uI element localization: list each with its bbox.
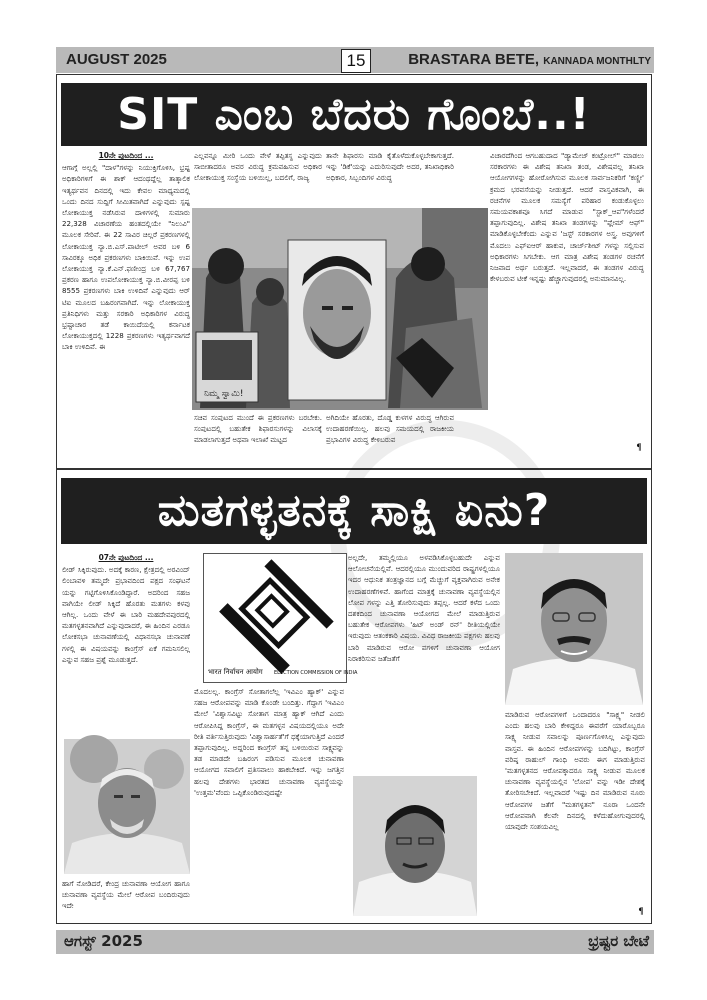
politician-photo-2 <box>505 553 643 705</box>
politician-photo-3 <box>353 776 477 916</box>
politician-photo-1 <box>64 739 190 874</box>
story2-headline: ಮತಗಳ್ಳತನಕ್ಕೆ ಸಾಕ್ಷಿ ಏನು? <box>61 478 647 544</box>
eci-hindi-text: भारत निर्वाचन आयोग <box>208 668 263 676</box>
story1-column-2-bottom: ಸಚಿವ ಸಂಪುಟದ ಮುಂದೆ ಈ ಪ್ರಕರಣಗಳು ಬರಬೇಕು. ಸಂಪುಟದಲ್ಲಿ ಬಹುತೇಕ ಶಿಫಾರಸುಗಳನ್ನು ವಿಲಾಸಕ್ಕೆ ಮಾಡಲಾಗುತ್ತದೆ ಅಥವಾ ಇಲಾಖೆ ಮಟ್ಟದ <box>194 413 322 445</box>
story1-column-3-top: ತಾನೇ ಶಿಫಾರಸು ಮಾಡಿ ಕೈತೊಳೆದುಕೊಳ್ಳಬೇಕಾಗುತ್ತದೆ. ಇನ್ನು 'ಡಿಕೆ'ಯನ್ನು ಎದುರಿಸುವುದೇ ಅದರ, ತನಿಖಾಧಿಕಾರಿ ಅಧಿಕಾರ, ಸಿಬ್ಬಂದಿಗಳ ವಿರುದ್ಧ <box>326 151 454 183</box>
page-number: 15 <box>341 49 371 73</box>
story2-column-3: ಅಲ್ಲದೇ, ತಮ್ಮಲ್ಲಿಯೂ ಅಳವಡಿಸಿಕೊಳ್ಳಬಹುದೇ ಎನ್ನುವ ಆಲೋಚನೆಯಲ್ಲಿವೆ. ಆದರಲ್ಲಿಯೂ ಮುಂದುವರಿದ ರಾಷ್ಟ್ರಗಳಲ್ಲಿಯೂ ಇದರ ಆಧುನಿಕ ತಂತ್ರಜ್ಞಾನದ ಬಗ್ಗೆ ಮೆಚ್ಚುಗೆ ವ್ಯಕ್ತವಾಗಿರುವ ಅನೇಕ ಉದಾಹರಣೆಗಳಿವೆ. ಹಾಗೆಂದ ಮಾತ್ರಕ್ಕೆ ಚುನಾವಣಾ ವ್ಯವಸ್ಥೆಯಲ್ಲಿನ ಲೋಪ ಗಳನ್ನು ಎತ್ತಿ ತೋರಿಸುವುದು ತಪ್ಪಲ್ಲ. ಆದರೆ ಕಳೆದ ಒಂದು ದಶಕದಿಂದ ಚುನಾವಣಾ ಆಯೋಗದ ಮೇಲೆ ಮಾಡುತ್ತಿರುವ ಬಹುತೇಕ ಆರೋಪಗಳು 'ಹಿಟ್ ಅಂಡ್ ರನ್' ರೀತಿಯಲ್ಲಿಯೇ ಇರುವುದು ಆತಂಕಕಾರಿ ವಿಷಯ. ವಿವಿಧ ರಾಜಕೀಯ ಪಕ್ಷಗಳು ಹಲವು ಬಾರಿ ಮಾಡಿರುವ ಆರೋ ಪಗಳಿಗೆ ಚುನಾವಣಾ ಆಯೋಗ ನಿರಾಕರಿಸುವ ಜತೆಜತೆಗೆ <box>348 553 500 663</box>
end-of-story-mark: ¶ <box>636 443 642 453</box>
continued-from-label: 10ನೇ ಪುಟದಿಂದ ... <box>98 151 154 160</box>
story1-headline: SIT ಎಂಬ ಬೆದರು ಗೊಂಬೆ..! <box>61 83 647 146</box>
eci-logo <box>203 553 358 683</box>
story2-column-1-bottom: ಹಾಗೆ ನೋಡಿದರೆ, ಕೇಂದ್ರ ಚುನಾವಣಾ ಆಯೋಗ ಹಾಗೂ ಚುನಾವಣಾ ವ್ಯವಸ್ಥೆಯ ಮೇಲೆ ಆರೋಪ ಬಂದಿರುವುದು ಇದೇ <box>62 879 190 911</box>
eci-english-text: ELECTION COMMISSION OF INDIA <box>274 670 358 676</box>
story2-column-4: ಮಾಡಿರುವ ಆರೋಪಗಳಿಗೆ ಒಂದಾದರೂ "ಸಾಕ್ಷ್ಯ" ನೀಡಲಿ ಎಂದು ಹಲವು ಬಾರಿ ಕೇಳಿದ್ದರೂ ಈವರೆಗೆ ಯಾರೊಬ್ಬರೂ ಸಾಕ್ಷ್ಯ ನೀಡುವ ಸವಾಲನ್ನು ಪೂರ್ಣಗೊಳಿಸಿಲ್ಲ ಎನ್ನುವುದು ವಾಸ್ತವ. ಈ ಹಿಂದಿನ ಆರೋಪಗಳನ್ನು ಬದಿಗಿಟ್ಟು, ಕಾಂಗ್ರೆಸ್ ವರಿಷ್ಠ ರಾಹುಲ್ ಗಾಂಧಿ ಅವರು ಈಗ ಮಾಡುತ್ತಿರುವ 'ಮತಗಳ್ಳತನದ ಆರೋಪಕ್ಕಾದರೂ ಸಾಕ್ಷ್ಯ ನೀಡುವ ಮೂಲಕ ಚುನಾವಣಾ ವ್ಯವಸ್ಥೆಯಲ್ಲಿನ 'ಲೋಪ' ವನ್ನು ಇಡೀ ದೇಶಕ್ಕೆ ತೋರಿಸಬೇಕಿದೆ. ಇಲ್ಲವಾದರೆ 'ಇಷ್ಟು ದಿನ ಮಾಡಿರುವ ನೂರು ಆರೋಪಗಳ ಜತೆಗೆ "ಮತಗಳ್ಳತನ" ನೂರಾ ಒಂದನೇ ಆರೋಪವಾಗಿ ಕೆಲವೇ ದಿನದಲ್ಲಿ ಕಳೆದುಹೋಗುವುದರಲ್ಲಿ ಯಾವುದೇ ಸಂಶಯವಿಲ್ಲ <box>505 710 645 832</box>
placard-text: ನಿಮ್ಮ ಸ್ವಾಮಿ! <box>204 389 244 399</box>
footer-publication: ಭ್ರಷ್ಟರ ಬೇಟೆ <box>588 932 649 950</box>
continued-from-label: 07ನೇ ಪುಟದಿಂದ ... <box>98 553 154 562</box>
story1-column-4: ವಿಚಾರದೆಗಿಂದ ಆಗಬಹುದಾದ "ಡ್ಯಾಮೇಜ್ ಕಂಟ್ರೋಲ್" ಮಾಡಲು ಸರಕಾರಗಳು ಈ ವಿಶೇಷ ತನಿಖಾ ತಂಡ, ವಿಶೇಷವಲ್ಲ ತನಿಖಾ ಆಯೋಗಗಳನ್ನು ಹೋರೋಗಿಸುವ ಮೂಲಕ ಸಾರ್ವಜನಿಕರಿಗೆ 'ಕಣ್ಣೀ' ಕ್ರಮದ ಭರವಸೆಯನ್ನು ನೀಡುತ್ತದೆ. ಆದರೆ ವಾಸ್ತವಿಕವಾಗಿ, ಈ ರಚನೆಗಳ ಮೂಲಕ ಸಮಸ್ಯೆಗೆ ಪರಿಹಾರ ಕಂಡುಕೊಳ್ಳಲು ಸಮಯವಕಾಶವೂ ಸಿಗದೆ ಮಾಡುವ "ಸ್ಟಾಕ್_ಆಪ"ಗಳೆಂದರೆ ತಪ್ಪಾಗುವುದಿಲ್ಲ. ವಿಶೇಷ ತನಿಖಾ ತಂಡಗಳನ್ನು "ಫ್ಲೇಮ್ ಆಫ್" ಮಾಡಿಕೊಳ್ಳಬೇಕೆಂದು ಎನ್ನುವ 'ಜಸ್ಟ್ ಸರಕಾರಗಳ ಅಸ್ತ್ರ. ಅವುಗಳಿಗೆ ಮೊದಲು ಎಫ್ಐಆರ್ ಹಾಕುವ, ಚಾರ್ಜ್‌ಶೀಟ್ ಗಳನ್ನು ಸಲ್ಲಿಸುವ ಅಧಿಕಾರಗಳು ಸಿಗಬೇಕು. ಆಗ ಮಾತ್ರ ವಿಶೇಷ ತಂಡಗಳ ರಚನೆಗೆ ನಿಜವಾದ ಅರ್ಥ ಬರುತ್ತದೆ. ಇಲ್ಲವಾದರೆ, ಈ ತಂಡಗಳ ವಿರುದ್ಧ ಕೇಳಬರುವ ಟೀಕೆ ಇನ್ನಷ್ಟು ಹೆಚ್ಚಾಗುವುದರಲ್ಲಿ ಅನುಮಾನವಿಲ್ಲ. <box>490 151 644 284</box>
publication-name: BRASTARA BETE, KANNADA MONTHLTY <box>408 51 651 68</box>
story1-column-3-bottom: ಅಗಿದಿಯೇ ಹೊರತು, ದೊಡ್ಡ ಕುಳಗಳ ವಿರುದ್ಧ ಆಗಿರುವ ಉದಾಹರಣೆಯಿಲ್ಲ. ಹಲವು ಸಮಯದಲ್ಲಿ ರಾಜಕೀಯ ಪ್ರಭಾವಿಗಳ ವಿರುದ್ಧ ಕೇಳಿಬರುವ <box>326 413 454 445</box>
footer-date: ಆಗಸ್ಟ್ 2025 <box>64 932 143 950</box>
story2-column-2: ಮೊದಲಲ್ಲ. ಕಾಂಗ್ರೆಸ್ ಸೋತಾಗಲೆಲ್ಲ 'ಇವಿಎಂ ಹ್ಯಾಕ್' ಎನ್ನುವ ಸಹಜ ಆರೋಪವನ್ನು ಮಾಡಿ ಕೊಂಡೇ ಬಂದಿತ್ತು. ಗೆದ್ದಾಗ 'ಇವಿಎಂ ಮೇಲೆ 'ವಿಶ್ವಾಸವಿಟ್ಟು ಸೋತಾಗ ಮಾತ್ರ ಹ್ಯಾಕ್ ಆಗಿದೆ ಎಂದು ಆರೋಪಿಸಿದ್ದ ಕಾಂಗ್ರೆಸ್, ಈ ಮತಗಳ್ಳನ ವಿಷಯದಲ್ಲಿಯೂ ಅದೇ ರೀತಿ ವರ್ತಿಸುತ್ತಿರುವುದು 'ವಿಶ್ವಾಸಾರ್ಹತೆ'ಗೆ ಧಕ್ಕೆಯಾಗುತ್ತಿದೆ ಎಂದರೆ ತಪ್ಪಾಗುವುದಿಲ್ಲ. ಅದ್ದರಿಂದ ಕಾಂಗ್ರೆಸ್ ತನ್ನ ಬಳಿಯಿರುವ ಸಾಕ್ಷ್ಯವನ್ನು ತಡ ಮಾಡದೇ ಬಹಿರಂಗ ಪಡಿಸುವ ಮೂಲಕ ಚುನಾವಣಾ ಆಯೋಗದ ಸವಾಲಿಗೆ ಪ್ರತಿಸವಾಲು ಹಾಕಬೇಕಿದೆ. ಇನ್ನು ಜಗತ್ತಿನ ಹಲವು ದೇಶಗಳು ಭಾರತದ ಚುನಾವಣಾ ವ್ಯವಸ್ಥೆಯನ್ನು 'ಉತ್ತಮ'ವೆಂದು ಒಪ್ಪಿಕೊಂಡಿರುವುದಷ್ಟೇ <box>194 687 344 797</box>
end-of-story-mark: ¶ <box>638 907 644 917</box>
issue-date: AUGUST 2025 <box>66 51 167 68</box>
story2-column-1: 07ನೇ ಪುಟದಿಂದ ... ಲೀಡ್ ಸಿಕ್ಕಿರುವುದು. ಅದಕ್ಕೆ ಕಾರಣ, ಕ್ಷೇತ್ರದಲ್ಲಿ ಅರವಿಂದ್ ಲಿಂಬಾವಳಿ ತಮ್ಮದೇ ಪ್ರಭಾವದಿಂದ ಪಕ್ಷದ ಸಂಘಟನೆ ಯನ್ನು ಗಟ್ಟಿಗೊಳಿಸಿಕೊಂಡಿದ್ದಾರೆ. ಅದರಿಂದ ಸಹಜ ವಾಗಿಯೇ ಲೀಡ್ ಸಿಕ್ಕಿದೆ ಹೊರತು ಮತಗಳು ಕಳವು ಆಗಿಲ್ಲ. ಒಂದು ವೇಳೆ ಈ ಬಾರಿ ಮಹದೇವಪುರದಲ್ಲಿ ಮತಗಳ್ಳತನವಾಗಿದೆ ಎನ್ನುವುದಾದರೆ, ಈ ಹಿಂದಿನ ಎರಡೂ ಲೋಕಸಭಾ ಚುನಾವಣೆಯಲ್ಲಿ ವಿಧಾನಸಭಾ ಚುನಾವಣೆ ಗಳಲ್ಲಿ ಈ ವಿಷಯವನ್ನು ಕಾಂಗ್ರೆಸ್ ಏಕೆ ಗಮನಿಸಲಿಲ್ಲ ಎನ್ನುವ ಸಹಜ ಪ್ರಶ್ನೆ ಮೂಡುತ್ತದೆ. <box>62 553 190 664</box>
story1-column-1: 10ನೇ ಪುಟದಿಂದ ... ಆಗಾಗ್ಗೆ ಅಲ್ಲಲ್ಲಿ "ದಾಳ"ಗಳನ್ನು ನಿಯುಕ್ತಿಗೊಳಿಸಿ, ಭ್ರಷ್ಟ ಅಧಿಕಾರಿಗಳಿಗೆ ಈ ಶಾಕ್ ಆದಂಥದ್ದೆಲ್ಲ ತಾತ್ಕಾಲಿಕ ಇತ್ಯರ್ಥವನ ದಿನದಲ್ಲಿ ಇದು ಕೇವಲ ಮಾಧ್ಯಮದಲ್ಲಿ ಒಂದು ದಿನದ ಸುದ್ದಿಗೆ ಸೀಮಿತವಾಗಿದೆ ಎನ್ನುವುದು ಸ್ಪಷ್ಟ ಲೋಕಾಯುಕ್ತ ನಡೆಸಿರುವ ದಾಳಿಗಳಲ್ಲಿ ಸುಮಾರು 22,328 ವಿಚಾರಣೆಯ ಹಂತದಲ್ಲಿಯೇ "ನಿಲುವಿ" ಮೂಲಕ ಸೇರಿವೆ. ಈ 22 ಸಾವಿರ ಚಿಲ್ಲರೆ ಪ್ರಕರಣಗಳಲ್ಲಿ ಲೋಕಾಯುಕ್ತ ನ್ಯಾ.ಬಿ.ಎಸ್.ಪಾಟೀಲ್ ಅವರ ಬಳಿ 6 ಸಾವಿರಕ್ಕೂ ಅಧಿಕ ಪ್ರಕರಣಗಳು ಬಾಕಿಯಿವೆ. ಇನ್ನು ಉಪ ಲೋಕಾಯುಕ್ತ ನ್ಯಾ.ಕೆ.ಎನ್.ಫಣೀಂದ್ರ ಬಳಿ 67,767 ಪ್ರಕರಣ ಹಾಗೂ ಉಪಲೋಕಾಯುಕ್ತ ನ್ಯಾ.ಬಿ.ವೀರಪ್ಪ ಬಳಿ 8555 ಪ್ರಕರಣಗಳು ಬಾಕಿ ಉಳಿದಿವೆ ಎನ್ನುವುದು ಆರ್ ಟಿಐ ಮೂಲದ ಬಹಿರಂಗವಾಗಿದೆ. ಇನ್ನು ಲೋಕಾಯುಕ್ತ ಪ್ರತಿನಿಧಿಗಳು ಮತ್ತು ಸರಕಾರಿ ಅಧಿಕಾರಿಗಳ ವಿರುದ್ಧ ಭ್ರಷ್ಟಾಚಾರ ತಡೆ ಕಾಯಿದೆಯಲ್ಲಿ ಕರ್ನಾಟಕ ಲೋಕಾಯುಕ್ತದಲ್ಲಿ 1228 ಪ್ರಕರಣಗಳು ಇತ್ಯರ್ಥವಾಗದೆ ಬಾಕಿ ಉಳಿದಿವೆ. ಈ <box>62 151 190 352</box>
protest-photo <box>192 208 488 410</box>
footer-bar <box>56 930 654 954</box>
story1-column-2-top: ಎಲ್ಲವನ್ನೂ ಮೀರಿ ಒಂದು ವೇಳೆ ತಪ್ಪಿತಸ್ಥ ಎನ್ನುವುದು ಸಾಬೀತಾದರೂ ಅವರ ವಿರುದ್ಧ ಕ್ರಮವಹಿಸುವ ಅಧಿಕಾರ ಲೋಕಾಯುಕ್ತ ಸಂಸ್ಥೆಯ ಬಳಿಯಿಲ್ಲ, ಬದಲಿಗೆ, ರಾಜ್ಯ <box>194 151 322 183</box>
